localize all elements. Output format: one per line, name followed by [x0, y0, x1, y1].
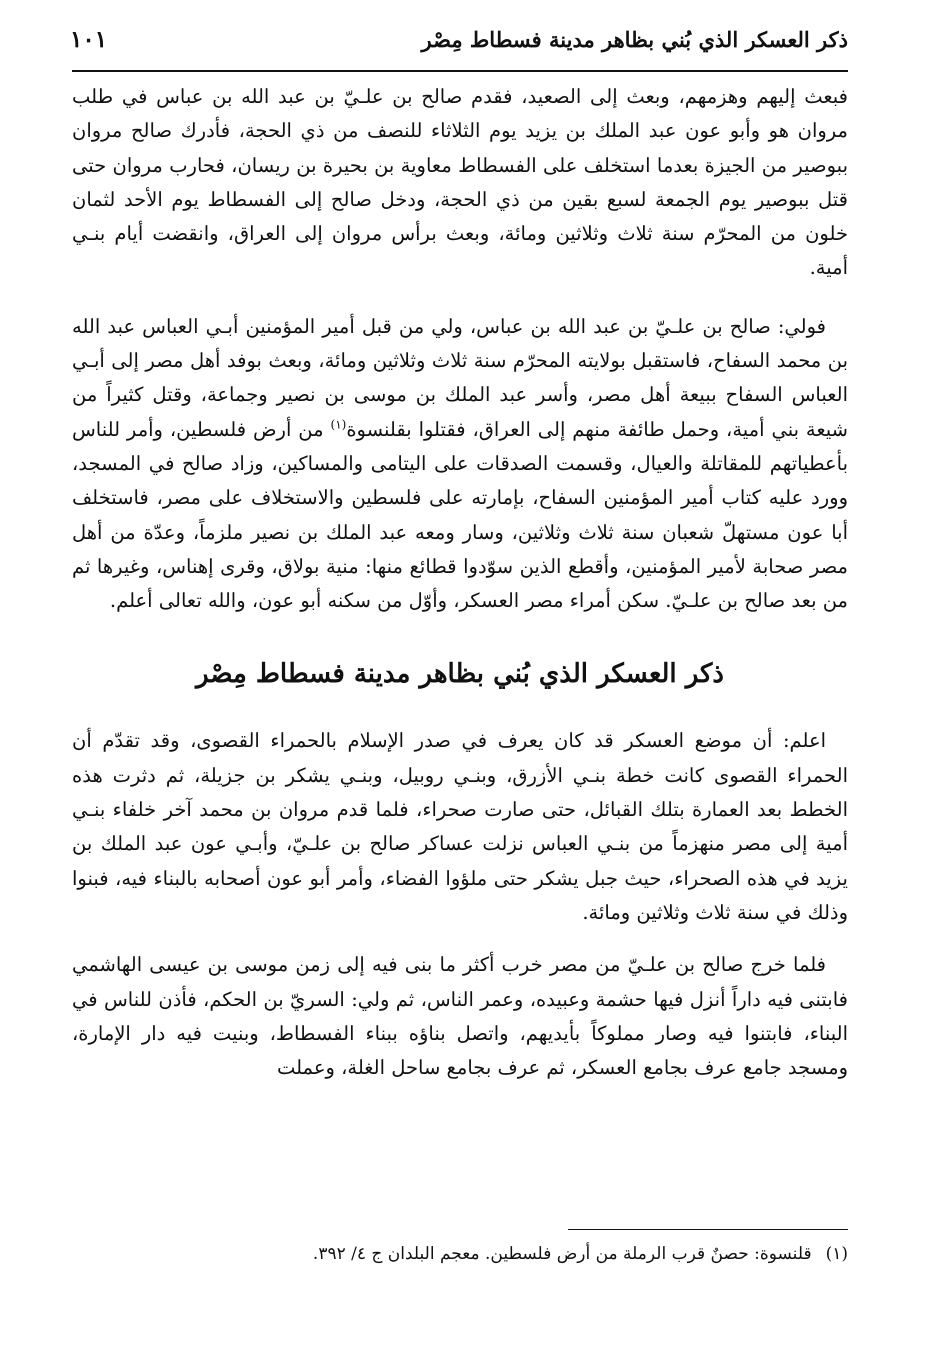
paragraph-gap	[72, 286, 848, 310]
footnote	[72, 1240, 848, 1268]
paragraph-1: فبعث إليهم وهزمهم، وبعث إلى الصعيد، فقدم صالح بن علـيّ بن عبد الله بن عباس في طلب مروان هو وأبو عون عبد الملك بن يزيد يوم الثلاثاء للنصف من ذي الحجة، فأدرك صالح مروان ببوصير من الجيزة بعدما استخلف على الفسطاط معاوية بن بحيرة بن ريسان، فحارب مروان حتى قتل ببوصير يوم الجمعة لسبع بقين من ذي الحجة، ودخل صالح إلى الفسطاط يوم الأحد لثمان خلون من المحرّم سنة ثلاث وثلاثين ومائة، وبعث برأس مروان إلى العراق، وانقضت أيام بنـي أمية.	[72, 85, 848, 280]
body-text	[72, 80, 848, 1085]
paragraph-4: فلما خرج صالح بن علـيّ من مصر خرب أكثر ما بنى فيه إلى زمن موسى بن عيسى الهاشمي فابتنى فيه داراً أنزل فيها حشمة وعبيده، وعمر الناس، ثم ولي: السريّ بن الحكم، فأذن للناس في البناء، فابتنوا فيه وصار مملوكاً بأيديهم، واتصل بناؤه ببناء الفسطاط، وبنيت فيه دار الإمارة، ومسجد جامع عرف بجامع العسكر، ثم عرف بجامع ساحل الغلة، وعملت	[72, 953, 848, 1080]
page-number: ١٠١	[70, 25, 108, 53]
header-rule	[72, 70, 848, 72]
footnote-number: (١)	[825, 1244, 848, 1264]
paragraph-3: اعلم: أن موضع العسكر قد كان يعرف في صدر الإسلام بالحمراء القصوى، وقد تقدّم أن الحمراء القصوى كانت خطة بنـي الأزرق، وبنـي روبيل، وبنـي يشكر بن جزيلة، ثم دثرت هذه الخطط بعد العمارة بتلك القبائل، حتى صارت صحراء، فلما قدم مروان بن محمد آخر خلفاء بنـي أمية إلى مصر منهزماً من بنـي العباس نزلت عساكر صالح بن علـيّ، وأبـي عون عبد الملك بن يزيد في هذه الصحراء، حيث جبل يشكر حتى ملؤوا الفضاء، وأمر أبو عون أصحابه بالبناء فيه، فبنوا وذلك في سنة ثلاث وثلاثين ومائة.	[72, 729, 848, 924]
running-title: ذكر العسكر الذي بُني بظاهر مدينة فسطاط مِصْر	[421, 26, 848, 52]
paragraph-gap	[72, 930, 848, 948]
paragraph-2-after-note: من أرض فلسطين، وأمر للناس بأعطياتهم للمقاتلة والعيال، وقسمت الصدقات على اليتامى والمساكين، وزاد صالح في المسجد، وورد عليه كتاب أمير المؤمنين السفاح، بإمارته على فلسطين والاستخلاف على مصر، فاستخلف أبا عون مستهلّ شعبان سنة ثلاث وثلاثين، وسار ومعه عبد الملك بن نصير ملزماً، وعدّة من أهل مصر صحابة لأمير المؤمنين، وأقطع الذين سوّدوا قطائع منها: منية بولاق، وقرى إهناس، وغيرها ثم من بعد صالح بن علـيّ. سكن أمراء مصر العسكر، وأوّل من سكنه أبو عون، والله تعالى أعلم.	[72, 417, 848, 613]
paragraph-2	[72, 310, 848, 619]
footnote-reference[interactable]: (١)	[330, 417, 347, 432]
paragraph-2-before-note: فولي: صالح بن علـيّ بن عبد الله بن عباس، ولي من قبل أمير المؤمنين أبـي العباس عبد الله بن محمد السفاح، فاستقبل بولايته المحرّم سنة ثلاث وثلاثين ومائة، وبعث بوفد أهل مصر إلى أبـي العباس السفاح ببيعة أهل مصر، وأسر عبد الملك بن موسى بن نصير وجماعة، وقتل كثيراً من شيعة بني أمية، وحمل طائفة منهم إلى العراق، فقتلوا بقلنسوة	[72, 314, 849, 441]
running-head	[70, 22, 848, 56]
section-heading: ذكر العسكر الذي بُني بظاهر مدينة فسطاط مِصْر	[195, 659, 725, 690]
footnote-rule	[568, 1229, 848, 1230]
footnote-text: قلنسوة: حصنٌ قرب الرملة من أرض فلسطين. معجم البلدان ج ٤/ ٣٩٢.	[312, 1244, 812, 1264]
